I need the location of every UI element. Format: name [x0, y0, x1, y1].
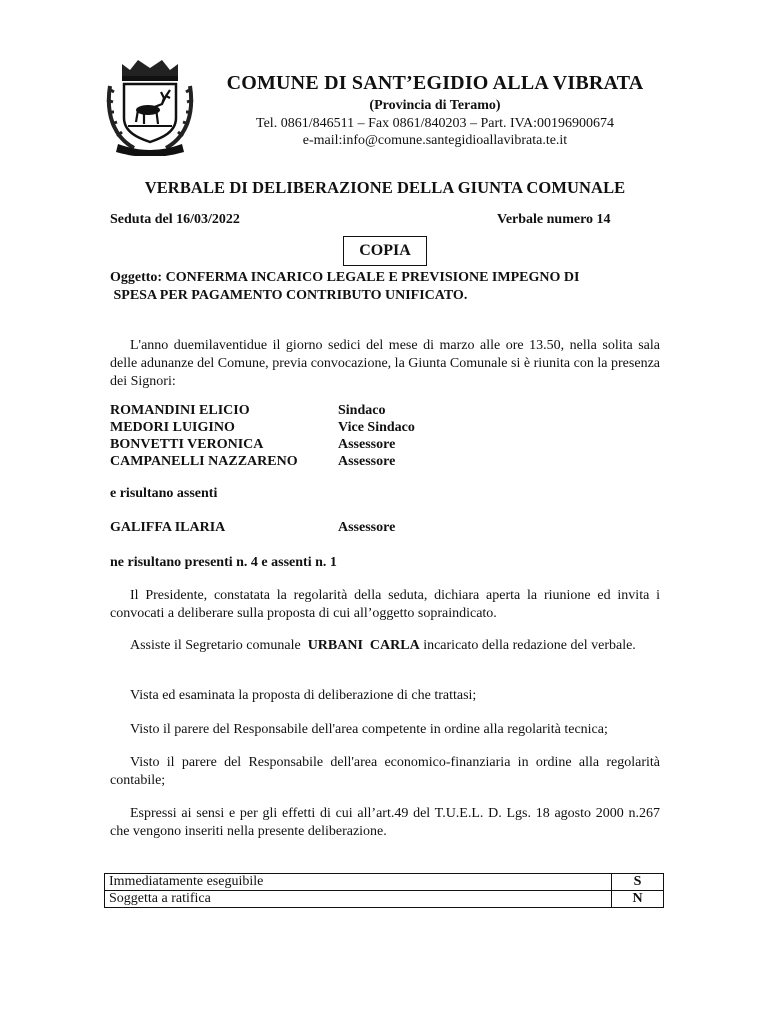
comune-title: COMUNE DI SANT’EGIDIO ALLA VIBRATA [226, 72, 644, 94]
oggetto-line-1: Oggetto: CONFERMA INCARICO LEGALE E PREVISIONE IMPEGNO DI [110, 270, 580, 285]
oggetto-line-2: SPESA PER PAGAMENTO CONTRIBUTO UNIFICATO. [110, 288, 468, 303]
member-row [110, 453, 415, 470]
contacts-line-email: e-mail:info@comune.santegidioallavibrata.te.it [302, 133, 568, 148]
member-row [110, 419, 415, 436]
member-row [110, 402, 415, 419]
segretario-pre: Assiste il Segretario comunale [130, 638, 308, 653]
member-name: CAMPANELLI NAZZARENO [110, 454, 298, 469]
absent-member-row [110, 520, 395, 536]
member-name: MEDORI LUIGINO [110, 420, 235, 435]
parere-contabile-paragraph: Visto il parere del Responsabile dell'area economico-finanziaria in ordine alla regolarità contabile; [110, 755, 660, 788]
parere-tecnico-paragraph: Visto il parere del Responsabile dell'area competente in ordine alla regolarità tecnica; [130, 722, 608, 737]
contacts-line-phone: Tel. 0861/846511 – Fax 0861/840203 – Part. IVA:00196900674 [256, 116, 614, 131]
member-row [110, 436, 415, 453]
espressi-paragraph: Espressi ai sensi e per gli effetti di cui all’art.49 del T.U.E.L. D. Lgs. 18 agosto 2000 n.267 che vengono inseriti nella presente deliberazione. [110, 806, 660, 839]
member-role: Assessore [338, 437, 396, 452]
seduta-date: Seduta del 16/03/2022 [110, 212, 240, 227]
member-name: GALIFFA ILARIA [110, 520, 226, 535]
intro-paragraph: L'anno duemilaventidue il giorno sedici del mese di marzo alle ore 13.50, nella solita sala delle adunanze del Comune, previa convocazione, la Giunta Comunale si è riunita con la presenza dei Signori: [110, 338, 660, 389]
member-role: Sindaco [338, 403, 386, 418]
segretario-name: URBANI CARLA [307, 638, 420, 653]
oggetto [110, 269, 670, 305]
table-row [105, 874, 664, 891]
municipal-coat-of-arms-icon [104, 56, 196, 156]
attendance-summary: ne risultano presenti n. 4 e assenti n. 1 [110, 555, 337, 570]
segretario-post: incaricato della redazione del verbale. [419, 638, 636, 653]
member-role: Assessore [338, 520, 396, 535]
member-role: Assessore [338, 454, 396, 469]
verbale-number: Verbale numero 14 [497, 212, 611, 227]
presidente-paragraph: Il Presidente, constatata la regolarità della seduta, dichiara aperta la riunione ed invita i convocati a deliberare sulla proposta di cui all’oggetto sopraindicato. [110, 588, 660, 621]
table-row [105, 891, 664, 908]
absent-label: e risultano assenti [110, 486, 218, 501]
segretario-paragraph [110, 637, 660, 655]
present-members-list [110, 402, 415, 470]
letterhead [210, 70, 660, 149]
status-value: S [612, 874, 664, 891]
member-name: ROMANDINI ELICIO [110, 403, 250, 418]
vista-paragraph: Vista ed esaminata la proposta di deliberazione di che trattasi; [130, 688, 477, 703]
status-value: N [612, 891, 664, 908]
province-line: (Provincia di Teramo) [369, 98, 501, 113]
status-label: Soggetta a ratifica [105, 891, 612, 908]
status-table [104, 873, 664, 908]
member-name: BONVETTI VERONICA [110, 437, 264, 452]
document-title: VERBALE DI DELIBERAZIONE DELLA GIUNTA COMUNALE [144, 178, 626, 197]
member-role: Vice Sindaco [338, 420, 415, 435]
copia-stamp: COPIA [343, 236, 427, 266]
status-label: Immediatamente eseguibile [105, 874, 612, 891]
